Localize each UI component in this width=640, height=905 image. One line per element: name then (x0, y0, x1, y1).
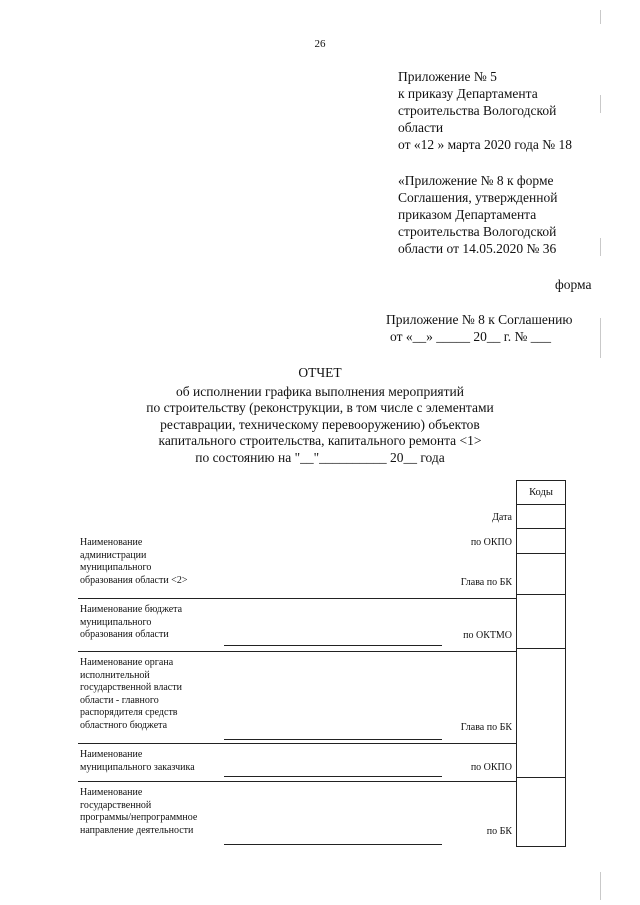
program-bk-label: по БК (486, 826, 512, 837)
customer-label-line: Наименование (80, 749, 143, 760)
admin-label (80, 537, 230, 587)
program-label-line: программы/непрограммное (80, 812, 198, 823)
report-title-block (0, 365, 640, 466)
organ-fill-line[interactable] (224, 739, 442, 740)
program-label-line: направление деятельности (80, 824, 194, 836)
program-label-line: государственной (80, 799, 152, 811)
appendix-line: строительства Вологодской (398, 103, 557, 118)
code-cell-glava-organ[interactable] (516, 648, 566, 778)
appendix-form-line: области от 14.05.2020 № 36 (398, 241, 557, 256)
code-cell-oktmo[interactable] (516, 594, 566, 649)
code-cell-date[interactable] (516, 504, 566, 529)
budget-label (80, 604, 230, 642)
customer-label-line: муниципального заказчика (80, 761, 195, 773)
code-cell-glava-admin[interactable] (516, 553, 566, 595)
appendix-line: от «12 » марта 2020 года № 18 (398, 137, 572, 152)
appendix-line: области (398, 120, 444, 135)
admin-label-line: образования области <2> (80, 574, 188, 586)
organ-label-line: государственной власти (80, 682, 182, 693)
appendix-block (398, 68, 618, 153)
admin-glava-label: Глава по БК (460, 577, 512, 588)
budget-label-line: образования области (80, 629, 169, 640)
code-cell-bk-program[interactable] (516, 777, 566, 847)
appendix-form-line: Соглашения, утвержденной (398, 190, 558, 205)
codes-header: Коды (516, 480, 566, 505)
customer-label (80, 749, 230, 774)
organ-label-line: Наименование органа (80, 657, 174, 668)
agreement-line-2: от «__» _____ 20__ г. № ___ (390, 329, 551, 344)
admin-label-line: Наименование (80, 537, 143, 548)
appendix-form-block (398, 172, 618, 257)
appendix-line: к приказу Департамента (398, 86, 538, 101)
budget-label-line: муниципального (80, 616, 152, 628)
row-divider (78, 743, 516, 744)
agreement-appendix (386, 311, 572, 345)
scan-mark (600, 872, 601, 900)
code-cell-okpo-admin[interactable] (516, 528, 566, 554)
organ-label-line: исполнительной (80, 669, 150, 681)
customer-okpo-label: по ОКПО (470, 762, 512, 773)
date-label: Дата (492, 512, 512, 523)
program-fill-line[interactable] (224, 844, 442, 845)
admin-label-line: администрации (80, 549, 147, 561)
appendix-form-line: «Приложение № 8 к форме (398, 173, 554, 188)
budget-label-line: Наименование бюджета (80, 604, 183, 615)
organ-label (80, 657, 230, 732)
page-number: 26 (314, 38, 326, 50)
appendix-form-line: приказом Департамента (398, 207, 537, 222)
report-line: капитального строительства, капитального ремонта <1> (158, 433, 482, 448)
budget-fill-line[interactable] (224, 645, 442, 646)
report-title: ОТЧЕТ (298, 365, 342, 380)
program-label (80, 787, 230, 837)
organ-glava-label: Глава по БК (460, 722, 512, 733)
appendix-line: Приложение № 5 (398, 69, 497, 84)
forma-label: форма (555, 277, 592, 292)
row-divider (78, 598, 516, 599)
report-line: по состоянию на "__"__________ 20__ года (195, 449, 445, 465)
admin-okpo-label: по ОКПО (470, 537, 512, 548)
organ-label-line: распорядителя средств (80, 707, 178, 718)
organ-label-line: области - главного (80, 694, 159, 706)
scan-mark (600, 10, 601, 24)
program-label-line: Наименование (80, 787, 143, 798)
report-line: реставрации, техническому перевооружению) объектов (160, 416, 480, 432)
appendix-form-line: строительства Вологодской (398, 224, 557, 239)
report-line: об исполнении графика выполнения мероприятий (175, 383, 464, 399)
customer-fill-line[interactable] (224, 776, 442, 777)
budget-oktmo-label: по ОКТМО (463, 630, 512, 641)
organ-label-line: областного бюджета (80, 719, 168, 731)
scan-mark (600, 318, 601, 358)
agreement-line-1: Приложение № 8 к Соглашению (386, 312, 573, 327)
admin-label-line: муниципального (80, 562, 152, 573)
row-divider (78, 781, 516, 782)
report-line: по строительству (реконструкции, в том числе с элементами (146, 400, 494, 415)
row-divider (78, 651, 516, 652)
